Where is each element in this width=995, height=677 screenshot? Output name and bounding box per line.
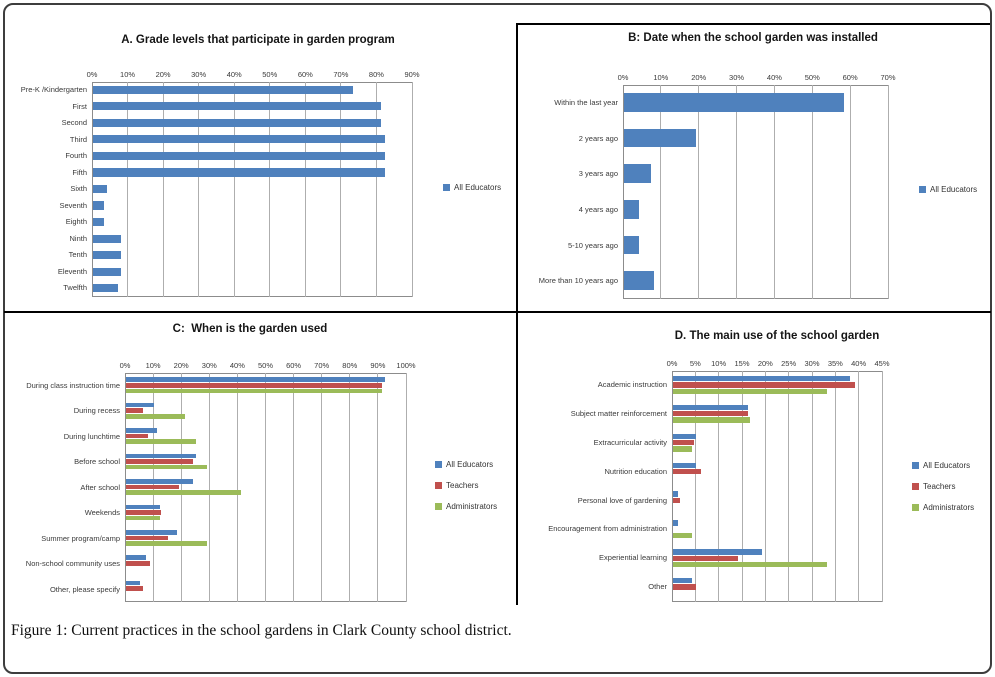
bar-all-educators: [93, 86, 353, 94]
bar-all-educators: [673, 549, 762, 554]
category-label: Personal love of gardening: [577, 495, 667, 505]
axis-tick-label: 10%: [711, 359, 727, 368]
axis-tick-label: 50%: [804, 73, 820, 82]
gridline: [269, 82, 270, 297]
category-label: Ninth: [69, 233, 87, 243]
axis-tick-label: 45%: [874, 359, 890, 368]
gridline: [736, 85, 737, 299]
category-label: More than 10 years ago: [538, 276, 618, 286]
legend-item: [912, 482, 955, 491]
bar-all-educators: [93, 119, 381, 127]
category-label: During lunchtime: [63, 431, 120, 441]
bar-all-educators: [93, 235, 121, 243]
legend-swatch: [435, 461, 442, 468]
axis-tick-label: 20%: [173, 361, 189, 370]
bar-administrators: [126, 490, 241, 495]
category-label: Sixth: [70, 184, 87, 194]
bar-all-educators: [126, 505, 160, 510]
figure-caption: Figure 1: Current practices in the school gardens in Clark County school district.: [11, 622, 512, 639]
legend-item: [443, 183, 501, 192]
bar-all-educators: [624, 236, 639, 255]
gridline: [858, 371, 859, 602]
axis-tick-label: 20%: [691, 73, 707, 82]
legend-item: [919, 185, 977, 194]
legend-label: Administrators: [923, 503, 975, 512]
axis-tick-label: 10%: [120, 70, 136, 79]
gridline: [181, 373, 182, 602]
gridline: [412, 82, 413, 297]
gridline: [812, 371, 813, 602]
bar-administrators: [126, 516, 160, 521]
legend-item: [435, 502, 497, 511]
category-label: Subject matter reinforcement: [570, 408, 667, 418]
bar-teachers: [126, 536, 168, 541]
bar-all-educators: [93, 185, 107, 193]
gridline: [198, 82, 199, 297]
bar-all-educators: [126, 403, 154, 408]
chart-grade-levels: [8, 28, 510, 310]
axis-tick-label: 25%: [781, 359, 797, 368]
legend-label: All Educators: [930, 185, 978, 194]
bar-all-educators: [624, 271, 654, 290]
bar-teachers: [673, 440, 694, 445]
gridline: [406, 373, 407, 602]
axis-tick-label: 30%: [804, 359, 820, 368]
axis-tick-label: 5%: [689, 359, 701, 368]
category-label: After school: [80, 482, 120, 492]
legend-swatch: [912, 504, 919, 511]
axis-tick-label: 0%: [86, 70, 98, 79]
legend-swatch: [443, 184, 450, 191]
legend-swatch: [435, 503, 442, 510]
bar-all-educators: [93, 152, 385, 160]
axis-tick-label: 50%: [262, 70, 278, 79]
category-label: 4 years ago: [578, 205, 618, 214]
gridline: [265, 373, 266, 602]
bar-administrators: [673, 562, 827, 567]
axis-tick-label: 30%: [201, 361, 217, 370]
bar-all-educators: [126, 479, 193, 484]
category-label: Non-school community uses: [25, 559, 120, 569]
category-label: Encouragement from administration: [548, 524, 667, 534]
category-label: Within the last year: [554, 98, 618, 107]
bar-teachers: [126, 586, 143, 591]
bar-all-educators: [93, 251, 121, 259]
axis-tick-label: 60%: [842, 73, 858, 82]
gridline: [882, 371, 883, 602]
axis-tick-label: 40%: [226, 70, 242, 79]
bar-teachers: [673, 584, 696, 589]
category-label: Summer program/camp: [41, 533, 120, 543]
category-label: 3 years ago: [578, 169, 618, 179]
bar-all-educators: [673, 376, 850, 381]
chart-d-title: D. The main use of the school garden: [674, 330, 880, 342]
chart-a-title: A. Grade levels that participate in garden program: [121, 34, 395, 46]
legend-label: Teachers: [446, 481, 479, 490]
axis-tick-label: 50%: [257, 361, 273, 370]
axis-tick-label: 70%: [314, 361, 330, 370]
bar-all-educators: [673, 405, 748, 410]
bar-all-educators: [673, 491, 678, 496]
gridline: [850, 85, 851, 299]
category-label: Tenth: [68, 250, 87, 260]
bar-teachers: [126, 459, 193, 464]
category-label: 2 years ago: [578, 133, 618, 143]
gridline: [163, 82, 164, 297]
bar-all-educators: [624, 93, 844, 112]
divider-horizontal: [4, 311, 991, 313]
bar-all-educators: [126, 581, 140, 586]
category-label: During recess: [73, 406, 120, 416]
legend-item: [912, 503, 974, 512]
axis-tick-label: 90%: [404, 70, 420, 79]
axis-tick-label: 80%: [342, 361, 358, 370]
gridline: [209, 373, 210, 602]
axis-tick-label: 60%: [297, 70, 313, 79]
bar-all-educators: [93, 102, 381, 110]
bar-all-educators: [93, 218, 104, 226]
legend-label: All Educators: [923, 461, 971, 470]
gridline: [835, 371, 836, 602]
gridline: [321, 373, 322, 602]
legend-label: Administrators: [446, 502, 498, 511]
bar-administrators: [126, 414, 185, 419]
bar-all-educators: [93, 201, 104, 209]
plot-area: [92, 82, 412, 297]
legend-label: All Educators: [446, 460, 494, 469]
legend-swatch: [435, 482, 442, 489]
bar-teachers: [126, 434, 148, 439]
bar-teachers: [126, 383, 382, 388]
legend-item: [435, 460, 493, 469]
bar-teachers: [673, 498, 680, 503]
bar-teachers: [673, 382, 855, 387]
bar-all-educators: [126, 555, 146, 560]
bar-all-educators: [624, 200, 639, 219]
bar-all-educators: [126, 377, 385, 382]
gridline: [234, 82, 235, 297]
gridline: [888, 85, 889, 299]
axis-tick-label: 30%: [191, 70, 207, 79]
chart-c-title: C: When is the garden used: [172, 323, 328, 335]
axis-tick-label: 15%: [734, 359, 750, 368]
gridline: [127, 82, 128, 297]
bar-all-educators: [93, 135, 385, 143]
category-label: During class instruction time: [26, 381, 120, 390]
axis-tick-label: 60%: [286, 361, 302, 370]
bar-all-educators: [624, 129, 696, 148]
axis-tick-label: 70%: [333, 70, 349, 79]
gridline: [765, 371, 766, 602]
bar-administrators: [673, 389, 827, 394]
gridline: [788, 371, 789, 602]
axis-tick-label: 40%: [851, 359, 867, 368]
legend-swatch: [912, 483, 919, 490]
bar-all-educators: [673, 578, 692, 583]
chart-install-date: [516, 23, 990, 313]
bar-all-educators: [126, 454, 196, 459]
chart-main-use: [518, 315, 990, 605]
legend-swatch: [919, 186, 926, 193]
category-label: Twelfth: [63, 283, 87, 293]
legend-item: [912, 461, 970, 470]
axis-tick-label: 10%: [653, 73, 669, 82]
gridline: [812, 85, 813, 299]
category-label: Third: [69, 134, 87, 144]
category-label: First: [72, 101, 87, 111]
chart-garden-used: [4, 315, 514, 605]
bar-teachers: [126, 510, 161, 515]
bar-all-educators: [93, 268, 121, 276]
category-label: Weekends: [84, 508, 120, 518]
category-label: Before school: [74, 457, 120, 467]
bar-teachers: [673, 469, 701, 474]
bar-all-educators: [673, 463, 696, 468]
axis-tick-label: 0%: [666, 359, 678, 368]
category-label: Seventh: [59, 200, 87, 210]
category-label: Second: [61, 118, 87, 128]
bar-teachers: [126, 561, 150, 566]
axis-tick-label: 90%: [370, 361, 386, 370]
bar-teachers: [673, 411, 748, 416]
category-label: Extracurricular activity: [593, 437, 667, 447]
axis-tick-label: 20%: [155, 70, 171, 79]
axis-tick-label: 70%: [880, 73, 896, 82]
legend-item: [435, 481, 478, 490]
bar-all-educators: [126, 428, 157, 433]
legend-label: Teachers: [923, 482, 956, 491]
bar-administrators: [126, 439, 196, 444]
axis-tick-label: 40%: [229, 361, 245, 370]
bar-teachers: [126, 485, 179, 490]
category-label: Nutrition education: [604, 466, 667, 476]
axis-tick-label: 35%: [827, 359, 843, 368]
plot-area: [623, 85, 888, 299]
axis-tick-label: 0%: [617, 73, 629, 82]
category-label: Experiential learning: [599, 553, 667, 563]
category-label: Academic instruction: [597, 380, 667, 389]
bar-administrators: [673, 446, 692, 451]
bar-all-educators: [126, 530, 177, 535]
category-label: Other, please specify: [49, 584, 120, 594]
legend-label: All Educators: [454, 183, 502, 192]
category-label: Pre-K /Kindergarten: [20, 85, 87, 94]
bar-teachers: [673, 556, 738, 561]
category-label: Eleventh: [57, 266, 87, 276]
gridline: [237, 373, 238, 602]
axis-tick-label: 0%: [119, 361, 131, 370]
axis-tick-label: 40%: [766, 73, 782, 82]
bar-all-educators: [673, 434, 696, 439]
axis-tick-label: 10%: [145, 361, 161, 370]
bar-administrators: [126, 465, 207, 470]
bar-all-educators: [624, 164, 651, 183]
bar-administrators: [673, 533, 692, 538]
gridline: [340, 82, 341, 297]
axis-tick-label: 20%: [757, 359, 773, 368]
gridline: [698, 85, 699, 299]
gridline: [305, 82, 306, 297]
bar-teachers: [126, 408, 143, 413]
gridline: [660, 85, 661, 299]
category-label: Fourth: [65, 151, 87, 161]
bar-all-educators: [673, 520, 678, 525]
bar-administrators: [673, 417, 750, 422]
bar-all-educators: [93, 284, 118, 292]
category-label: Fifth: [72, 167, 87, 177]
category-label: 5-10 years ago: [567, 240, 618, 250]
axis-tick-label: 30%: [729, 73, 745, 82]
gridline: [376, 82, 377, 297]
gridline: [349, 373, 350, 602]
chart-b-title: B: Date when the school garden was installed: [628, 32, 878, 44]
bar-all-educators: [93, 168, 385, 176]
gridline: [377, 373, 378, 602]
legend-swatch: [912, 462, 919, 469]
gridline: [774, 85, 775, 299]
category-label: Eighth: [65, 217, 87, 227]
category-label: Other: [648, 582, 667, 592]
axis-tick-label: 80%: [368, 70, 384, 79]
gridline: [293, 373, 294, 602]
axis-tick-label: 100%: [396, 361, 416, 370]
bar-administrators: [126, 541, 207, 546]
bar-administrators: [126, 389, 382, 394]
